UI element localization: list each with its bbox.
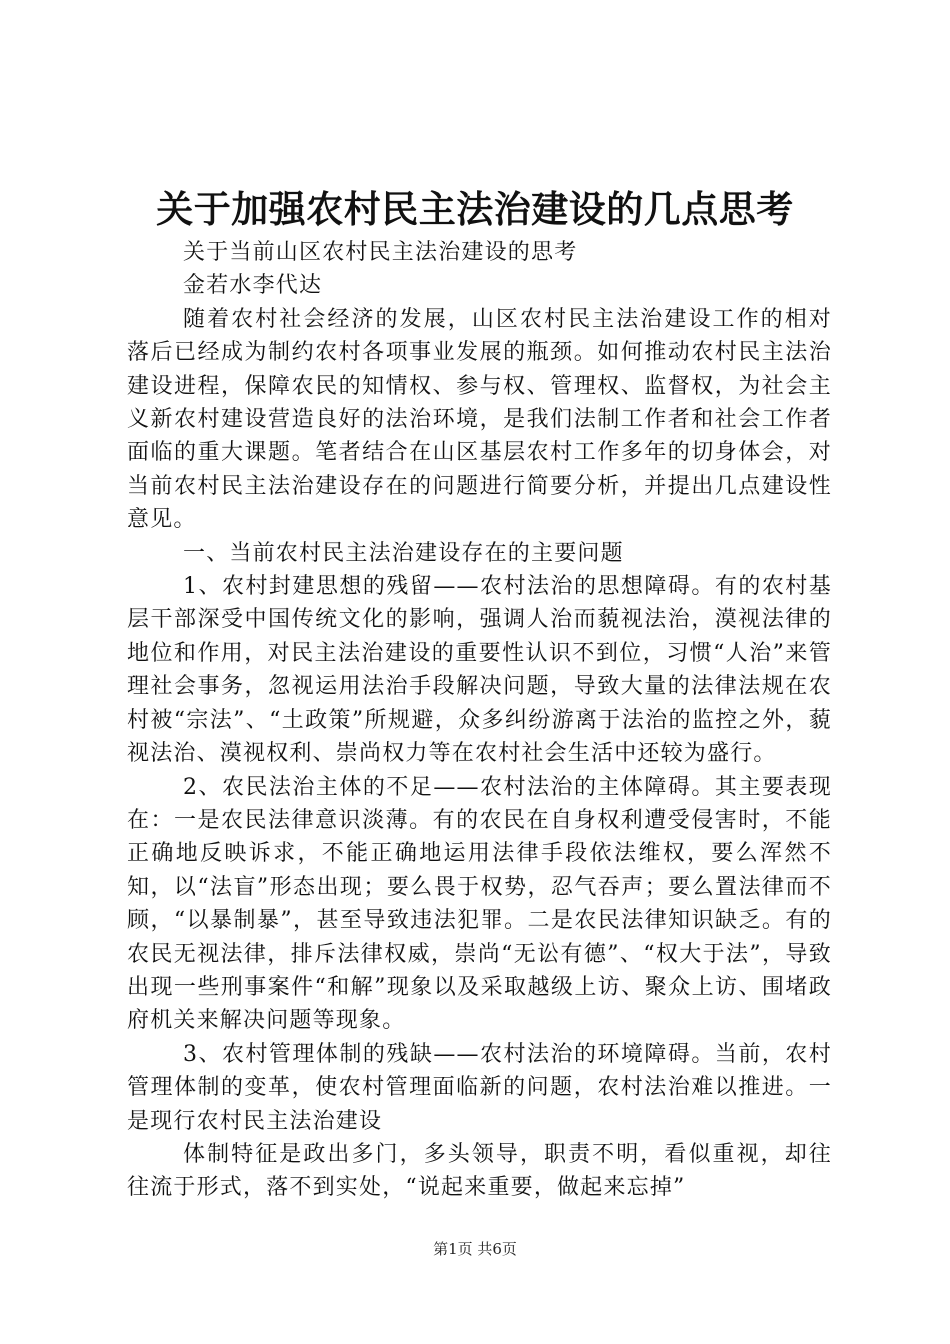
author-line: 金若水李代达: [183, 273, 323, 299]
subtitle-paragraph: 关于当前山区农村民主法治建设的思考: [183, 240, 578, 265]
body-paragraph: 1、农村封建思想的残留——农村法治的思想障碍。有的农村基层干部深受中国传统文化的影响，强调人治而藐视法治，漠视法律的地位和作用，对民主法治建设的重要性认识不到位，习惯“人治”来管理社会事务，忽视运用法治手段解决问题，导致大量的法律法规在农村被“宗法”、“土政策”所规避，众多纠纷游离于法治的监控之外，藐视法治、漠视权利、崇尚权力等在农村社会生活中还较为盛行。: [127, 574, 832, 767]
body-paragraph: 体制特征是政出多门，多头领导，职责不明，看似重视，却往往流于形式，落不到实处，“说起来重要，做起来忘掉”: [127, 1141, 832, 1201]
page-number-footer: 第1页 共6页: [433, 1240, 517, 1258]
intro-paragraph: 随着农村社会经济的发展，山区农村民主法治建设工作的相对落后已经成为制约农村各项事业发展的瓶颈。如何推动农村民主法治建设进程，保障农民的知情权、参与权、管理权、监督权，为社会主义新农村建设营造良好的法治环境，是我们法制工作者和社会工作者面临的重大课题。笔者结合在山区基层农村工作多年的切身体会，对当前农村民主法治建设存在的问题进行简要分析，并提出几点建设性意见。: [127, 306, 832, 533]
document-title: 关于加强农村民主法治建设的几点思考: [156, 187, 794, 231]
body-paragraph: 3、农村管理体制的残缺——农村法治的环境障碍。当前，农村管理体制的变革，使农村管理面临新的问题，农村法治难以推进。一是现行农村民主法治建设: [127, 1041, 832, 1134]
body-paragraph: 2、农民法治主体的不足——农村法治的主体障碍。其主要表现在：一是农民法律意识淡薄。有的农民在自身权利遭受侵害时，不能正确地反映诉求，不能正确地运用法律手段依法维权，要么浑然不知，以“法盲”形态出现；要么畏于权势，忍气吞声；要么置法律而不顾，“以暴制暴”，甚至导致违法犯罪。二是农民法律知识缺乏。有的农民无视法律，排斥法律权威，崇尚“无讼有德”、“权大于法”，导致出现一些刑事案件“和解”现象以及采取越级上访、聚众上访、围堵政府机关来解决问题等现象。: [127, 774, 832, 1034]
document-body: [127, 236, 832, 1205]
section-heading: 一、当前农村民主法治建设存在的主要问题: [183, 540, 624, 566]
